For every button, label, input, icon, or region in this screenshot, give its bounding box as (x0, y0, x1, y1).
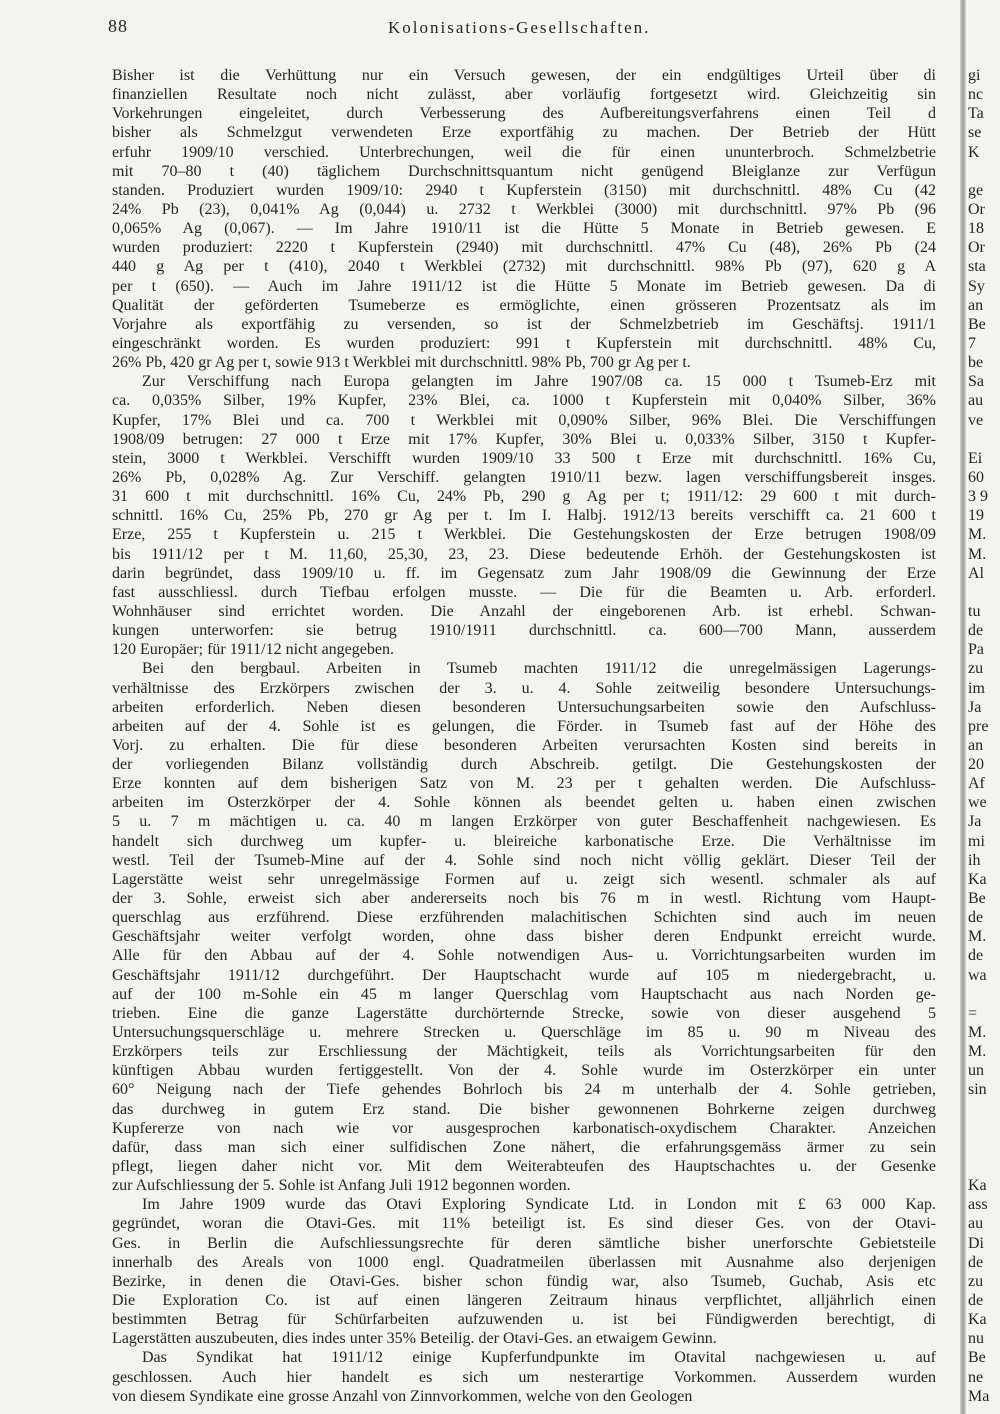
fragment-text: be (968, 354, 984, 372)
text-line: innerhalb des Areals von 1000 engl. Quadratmeilen überlassen mit Ausnahme also derjenigen (112, 1253, 936, 1271)
fragment-text: ve (968, 411, 984, 429)
fragment-text (968, 1157, 1000, 1176)
paragraph (112, 1195, 936, 1348)
text-line: Lagerstätte weist sehr unregelmässige Formen auf u. zeigt sich wesentl. schmaler als auf (112, 870, 936, 888)
fragment-text: se (968, 124, 982, 142)
text-line: künftigen Abbau wurden fertiggestellt. Von der 4. Sohle wurde im Osterzkörper ein unter (112, 1062, 936, 1080)
fragment-text: 18 (968, 220, 984, 238)
text-line: Ges. in Berlin die Aufschliessungsrechte für deren sämtliche bisher unerforschte Gebietsteile (112, 1234, 936, 1252)
fragment-text: ne (968, 1368, 984, 1386)
fragment-text: gi (968, 67, 981, 84)
fragment-text: Ka (968, 1177, 987, 1195)
fragment-text: Be (968, 315, 986, 333)
fragment-text: M. (968, 1043, 987, 1061)
text-line: Untersuchungsquerschläge u. mehrere Strecken u. Querschläge im 85 u. 90 m Niveau des (112, 1024, 936, 1042)
adjacent-page-fragment (968, 66, 1000, 1406)
fragment-text: M. (968, 526, 987, 544)
text-line: Alle für den Abbau auf der 4. Sohle notwendigen Aus- u. Vorrichtungsarbeiten wurden im (112, 947, 936, 965)
fragment-text: Or (968, 239, 985, 257)
fragment-text: de (968, 622, 984, 640)
fragment-text: Ja (968, 813, 982, 831)
text-line: pflegt, liegen daher nicht vor. Mit dem Weiterabteufen des Hauptschachtes u. der Gesenke (112, 1158, 936, 1176)
paragraph (112, 372, 936, 659)
main-text-column (112, 66, 936, 1406)
text-line: per t (650). — Auch im Jahre 1911/12 ist die Hütte 5 Monate im Betrieb gewesen. Da di (112, 277, 936, 295)
text-line: 26% Pb, 420 gr Ag per t, sowie 913 t Werkblei mit durchschnittl. 98% Pb, 700 gr Ag per t. (112, 354, 691, 372)
text-line: Vorkehrungen eingeleitet, durch Verbesserung des Aufbereitungsverfahrens einen Teil d (112, 105, 936, 123)
fragment-text: de (968, 947, 984, 965)
text-line: trieben. Eine die ganze Lagerstätte durchörternde Strecke, sowie von dieser ausgehend 5 (112, 1004, 936, 1022)
text-line: Kupfererze von nach wie vor ausgesprochen karbonatisch-oxydischem Charakter. Anzeichen (112, 1119, 936, 1137)
fragment-text: Be (968, 890, 986, 908)
fragment-text: Be (968, 1349, 986, 1367)
text-line: Erze, 255 t Kupferstein u. 215 t Werkblei. Die Gestehungskosten der Erze betrugen 1908/09 (112, 526, 936, 544)
fragment-text: zu (968, 660, 984, 678)
text-line: Wohnhäuser sind errichtet worden. Die Anzahl der eingeborenen Arb. ist erhebl. Schwan- (112, 602, 936, 620)
text-line: arbeiten im Osterzkörper der 4. Sohle können als beendet gelten u. haben einen zwischen (112, 794, 936, 812)
text-line: Kupfer, 17% Blei und ca. 700 t Werkblei mit 0,090% Silber, 96% Blei. Die Verschiffungen (112, 411, 936, 429)
text-line: arbeiten auf der 4. Sohle ist es gelungen, die Förder. in Tsumeb fast auf der Höhe des (112, 717, 936, 735)
text-line: bis 1911/12 per t M. 11,60, 25,30, 23, 23. Diese bedeutende Erhöh. der Gestehungskosten ist (112, 545, 936, 563)
fragment-text: zu (968, 1272, 984, 1290)
fragment-text: Sa (968, 373, 984, 391)
text-line: handelt sich durchweg um kupfer- u. bleireiche karbonatische Erze. Die Verhältnisse im (112, 832, 936, 850)
text-line: geschlossen. Auch hier handelt es sich um nesterartige Vorkommen. Ausserdem wurden (112, 1368, 936, 1386)
fragment-text: we (968, 794, 987, 812)
fragment-text (968, 162, 1000, 181)
text-line: erfuhr 1909/10 verschied. Unterbrechungen, weil die für einen ununterbroch. Schmelzbetrie (112, 143, 936, 161)
text-line: von diesem Syndikate eine grosse Anzahl von Zinnvorkommen, welche von den Geologen (112, 1387, 693, 1405)
page-number: 88 (108, 16, 128, 36)
text-line: darin begründet, dass 1909/10 u. ff. im Gegensatz zum Jahr 1908/09 die Gewinnung der Erze (112, 564, 936, 582)
fragment-text: Ma (968, 1387, 990, 1405)
text-line: 5 u. 7 m mächtigen u. ca. 40 m langen Erzkörper von guter Beschaffenheit nachgewiesen. Es (112, 813, 936, 831)
fragment-text: mi (968, 832, 985, 850)
text-line: Die Exploration Co. ist auf einen längeren Zeitraum hinaus verpflichtet, alljährlich einen (112, 1292, 936, 1309)
text-line: arbeiten erforderlich. Neben diesen besonderen Untersuchungsarbeiten sowie den Aufschluss- (112, 698, 936, 716)
text-line: 0,065% Ag (0,067). — Im Jahre 1910/11 ist die Hütte 5 Monate in Betrieb gewesen. E (112, 220, 936, 238)
fragment-text (968, 1138, 1000, 1157)
text-line: bestimmten Betrag für Schürfarbeiten aufzuwenden u. ist bei Fündigwerden berechtigt, di (112, 1311, 936, 1329)
text-line: dafür, dass man sich einer sulfidischen Zone nähert, die erfahrungsgemäss ärmer zu sein (112, 1138, 936, 1156)
text-line: schnittl. 16% Cu, 25% Pb, 270 gr Ag per t. Im I. Halbj. 1912/13 bereits verschifft ca. 21 600 t (112, 507, 936, 525)
text-line: verhältnisse des Erzkörpers zwischen der 3. u. 4. Sohle zeitweilig besondere Untersuchungs- (112, 679, 936, 697)
text-line: finanziellen Resultate noch nicht zulässt, aber vorläufig fortgesetzt wird. Gleichzeitig sin (112, 86, 936, 104)
text-line: Geschäftsjahr 1911/12 durchgeführt. Der Hauptschacht wurde auf 105 m niedergebracht, u. (112, 966, 936, 984)
fragment-text: M. (968, 1024, 987, 1042)
text-line: querschlag aus erzführend. Diese erzführenden malachitischen Schichten sind auch im neuen (112, 909, 936, 927)
fragment-text: au (968, 1215, 984, 1233)
fragment-text: Ei (968, 449, 983, 467)
fragment-text: an (968, 296, 984, 314)
text-line: kungen unterworfen: sie betrug 1910/1911 durchschnittl. ca. 600—700 Mann, ausserdem (112, 622, 936, 640)
fragment-text: Di (968, 1234, 984, 1252)
fragment-text: ih (968, 851, 981, 869)
text-line: Bezirke, in denen die Otavi-Ges. bisher schon fündig war, also Tsumeb, Guchab, Asis etc (112, 1272, 936, 1290)
fragment-text (968, 1100, 1000, 1119)
text-line: stein, 3000 t Werkblei. Verschifft wurden 1909/10 33 500 t Erze mit durchschnittl. 16% Cu, (112, 449, 936, 467)
text-line: Bei den bergbaul. Arbeiten in Tsumeb machten 1911/12 die unregelmässigen Lagerungs- (142, 660, 936, 678)
text-line: Vorjahre als exportfähig zu versenden, so ist der Schmelzbetrieb im Geschäftsj. 1911/1 (112, 315, 936, 333)
text-line: 1908/09 betrugen: 27 000 t Erze mit 17% Kupfer, 30% Blei u. 0,033% Silber, 3150 t Kupfer- (112, 430, 936, 448)
fragment-text: an (968, 736, 984, 754)
fragment-text: Ka (968, 870, 987, 888)
paragraph (112, 1348, 936, 1405)
page-fold-shadow (960, 0, 966, 1414)
text-line: gegründet, woran die Otavi-Ges. mit 11% beteiligt ist. Es sind dieser Ges. von der Otavi- (112, 1215, 936, 1233)
text-line: 26% Pb, 0,028% Ag. Zur Verschiff. gelangten 1910/11 bezw. lagen verschiffungsbereit insges. (112, 468, 936, 486)
fragment-text (968, 430, 1000, 449)
text-line: Lagerstätten auszubeuten, dies indes unter 35% Beteilig. der Otavi-Ges. an etwaigem Gewinn. (112, 1330, 717, 1348)
text-line: der 3. Sohle, erweist sich aber andererseits noch bis 76 m in westl. Richtung vom Haupt- (112, 890, 936, 908)
text-line: Geschäftsjahr weiter verfolgt worden, ohne dass bisher deren Endpunkt erreicht wurde. (112, 928, 936, 946)
text-line: auf der 100 m-Sohle ein 45 m langer Querschlag vom Hauptschacht aus nach Norden ge- (112, 985, 936, 1003)
text-line: 31 600 t mit durchschnittl. 16% Cu, 24% Pb, 290 g Ag per t; 1911/12: 29 600 t mit durch- (112, 488, 936, 506)
fragment-text: K (968, 143, 980, 161)
text-line: Erzkörpers teils zur Erschliessung der Mächtigkeit, teils als Vorrichtungsarbeiten für den (112, 1043, 936, 1061)
fragment-text: 7 (968, 334, 976, 352)
fragment-text (968, 985, 1000, 1004)
text-line: 24% Pb (23), 0,041% Ag (0,044) u. 2732 t Werkblei (3000) mit durchschnittl. 97% Pb (96 (112, 200, 936, 218)
text-line: der vorliegenden Bilanz vollständig durch Abschreib. getilgt. Die Gestehungskosten der (112, 756, 936, 774)
text-line: Vorj. zu erhalten. Die für diese besonderen Arbeiten verursachten Kosten sind bereits in (112, 736, 936, 754)
text-line: eingeschränkt worden. Es wurden produziert: 991 t Kupferstein mit durchschnittl. 48% Cu, (112, 334, 936, 352)
text-line: 120 Europäer; für 1911/12 nicht angegeben. (112, 641, 394, 659)
text-line: standen. Produziert wurden 1909/10: 2940 t Kupferstein (3150) mit durchschnittl. 48% Cu (42 (112, 181, 936, 199)
fragment-text: sin (968, 1081, 987, 1099)
fragment-text: Ta (968, 105, 984, 123)
text-line: Erze konnten auf dem bisherigen Satz von M. 23 per t gehalten werden. Die Aufschluss- (112, 775, 936, 793)
text-line: 60° Neigung nach der Tiefe gehendes Bohrloch bis 24 m unterhalb der 4. Sohle getrieben, (112, 1081, 936, 1099)
fragment-text: wa (968, 966, 987, 984)
fragment-text: nc (968, 86, 984, 104)
fragment-text: 3 9 (968, 488, 988, 506)
fragment-text: de (968, 1253, 984, 1271)
text-line: Bisher ist die Verhüttung nur ein Versuch gewesen, der ein endgültiges Urteil über di (112, 67, 936, 84)
fragment-text: pre (968, 717, 989, 735)
fragment-text: tu (968, 602, 981, 620)
text-line: ca. 0,035% Silber, 19% Kupfer, 23% Blei, ca. 1000 t Kupferstein mit 0,040% Silber, 36% (112, 392, 936, 410)
fragment-text: sta (968, 258, 986, 276)
fragment-text: Af (968, 775, 985, 793)
text-line: wurden produziert: 2220 t Kupferstein (2940) mit durchschnittl. 47% Cu (48), 26% Pb (24 (112, 239, 936, 257)
text-line: Im Jahre 1909 wurde das Otavi Exploring Syndicate Ltd. in London mit £ 63 000 Kap. (142, 1196, 936, 1214)
fragment-text: de (968, 909, 984, 927)
fragment-text: = (968, 1004, 978, 1022)
fragment-text: im (968, 679, 985, 697)
fragment-text: Ja (968, 698, 982, 716)
text-line: fast ausschliessl. durch Tiefbau erfolgen musste. — Die für die Beamten u. Arb. erforderl. (112, 583, 936, 601)
paragraph (112, 66, 936, 372)
fragment-text: Al (968, 564, 984, 582)
text-line: Das Syndikat hat 1911/12 einige Kupferfundpunkte im Otavital nachgewiesen u. auf (142, 1349, 936, 1367)
text-line: mit 70–80 t (40) täglichem Durchschnittsquantum nicht genügend Bleiglanze zur Verfügun (112, 162, 936, 180)
fragment-text: 19 (968, 507, 984, 525)
fragment-text (968, 1119, 1000, 1138)
running-title: Kolonisations-Gesellschaften. (388, 18, 651, 37)
paragraph (112, 659, 936, 1195)
text-line: zur Aufschliessung der 5. Sohle ist Anfang Juli 1912 begonnen worden. (112, 1177, 571, 1195)
fragment-text: 60 (968, 468, 984, 486)
text-line: Zur Verschiffung nach Europa gelangten im Jahre 1907/08 ca. 15 000 t Tsumeb-Erz mit (142, 373, 936, 391)
text-line: westl. Teil der Tsumeb-Mine auf der 4. Sohle sind noch nicht völlig geklärt. Dieser Teil der (112, 851, 936, 869)
fragment-text: nu (968, 1330, 984, 1348)
text-line: das durchweg in gutem Erz stand. Die bisher gewonnenen Bohrkerne zeigen durchweg (112, 1100, 936, 1118)
fragment-text (968, 583, 1000, 602)
fragment-text: un (968, 1062, 984, 1080)
page-header (108, 16, 938, 46)
text-line: Qualität der geförderten Tsumeberze es ermöglichte, einen grösseren Prozentsatz als im (112, 296, 936, 314)
fragment-text: de (968, 1292, 984, 1309)
fragment-text: Sy (968, 277, 985, 295)
fragment-text: 20 (968, 756, 984, 774)
fragment-text: M. (968, 928, 987, 946)
fragment-text: Pa (968, 641, 984, 659)
fragment-text: ge (968, 181, 984, 199)
text-line: bisher als Schmelzgut verwendeten Erze exportfähig zu machen. Der Betrieb der Hütt (112, 124, 936, 142)
fragment-text: Or (968, 200, 985, 218)
text-line: 440 g Ag per t (410), 2040 t Werkblei (2732) mit durchschnittl. 98% Pb (97), 620 g A (112, 258, 936, 276)
fragment-text: ass (968, 1196, 988, 1214)
fragment-text: Ka (968, 1311, 987, 1329)
fragment-text: M. (968, 545, 987, 563)
fragment-text: au (968, 392, 984, 410)
